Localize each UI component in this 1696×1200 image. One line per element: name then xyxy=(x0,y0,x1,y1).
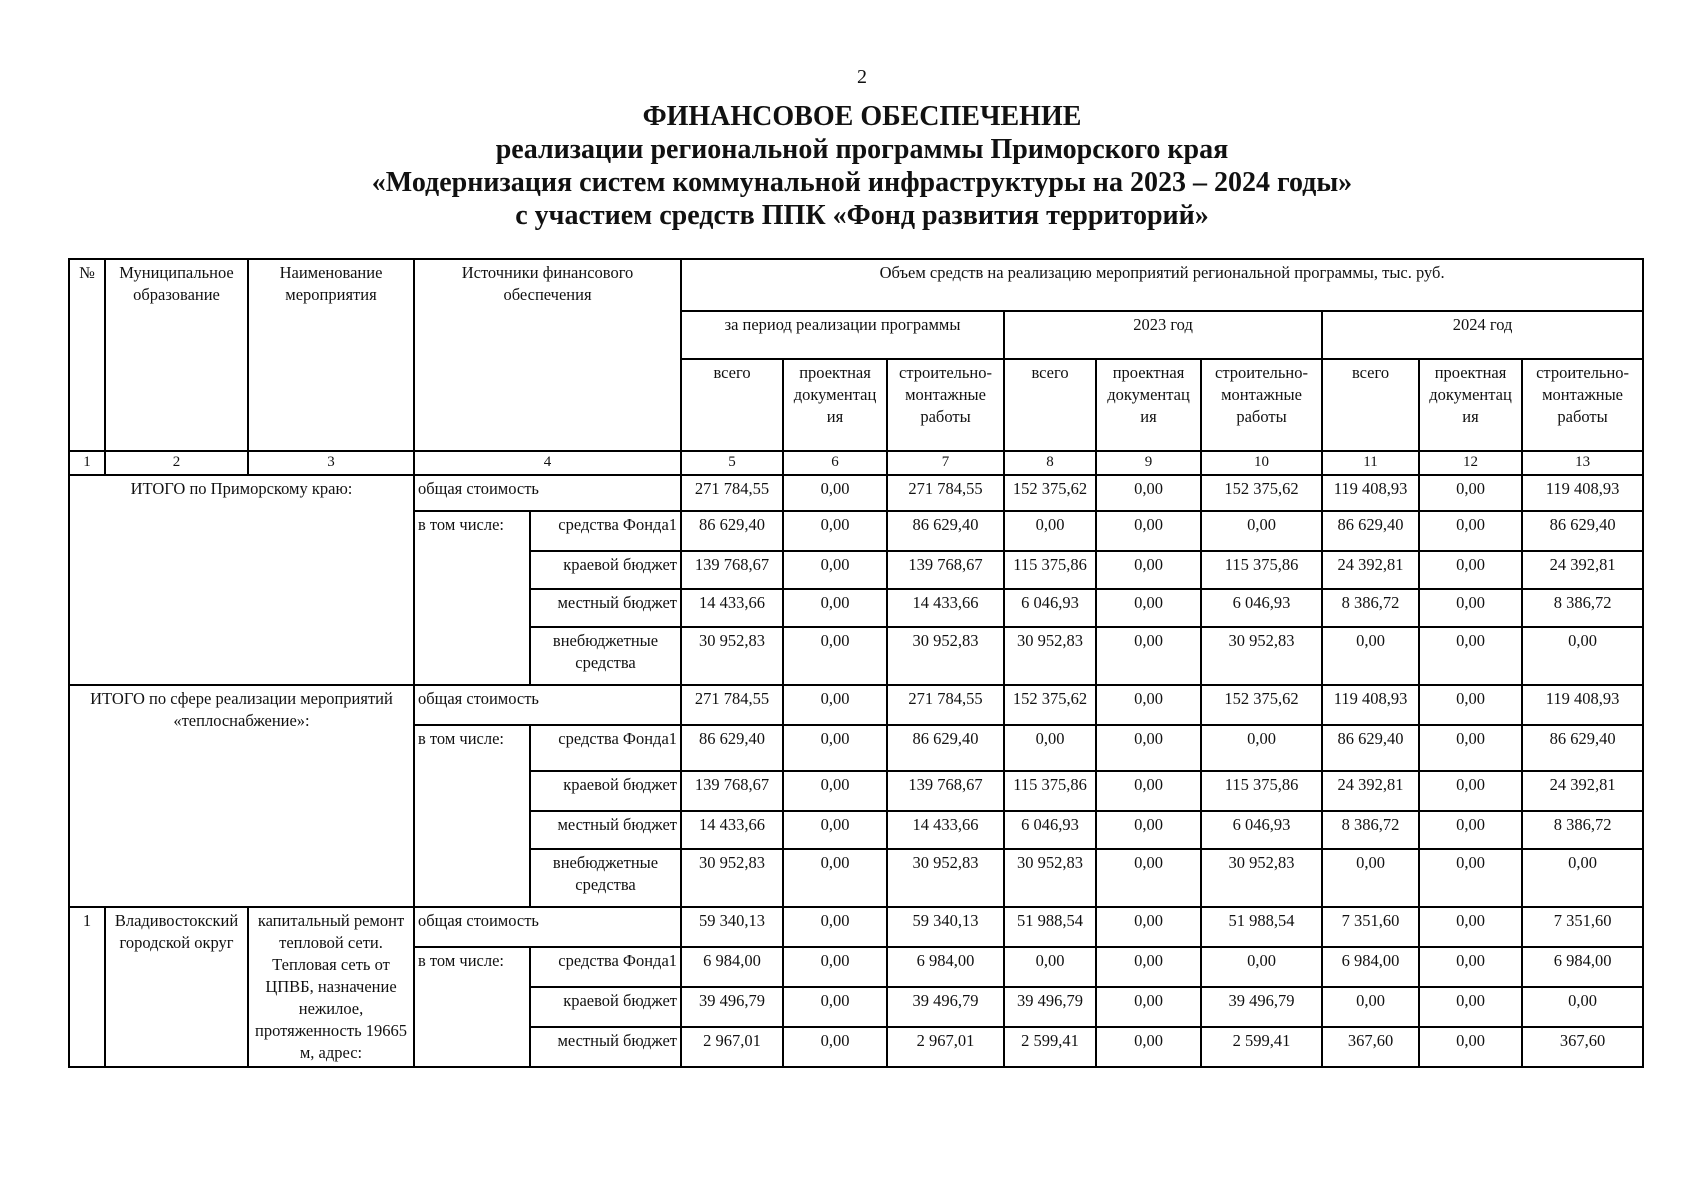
value-cell: 152 375,62 xyxy=(1201,685,1322,725)
row-number: 1 xyxy=(69,907,105,1067)
source-regional-budget: краевой бюджет xyxy=(530,771,681,811)
value-cell: 0,00 xyxy=(1096,947,1201,987)
value-cell: 30 952,83 xyxy=(681,849,783,907)
value-cell: 0,00 xyxy=(1004,725,1096,771)
title-line-1: ФИНАНСОВОЕ ОБЕСПЕЧЕНИЕ xyxy=(642,101,1082,132)
value-cell: 59 340,13 xyxy=(887,907,1004,947)
section-title: ИТОГО по Приморскому краю: xyxy=(69,475,414,685)
header-construction: строительно-монтажные работы xyxy=(1201,359,1322,451)
header-total: всего xyxy=(681,359,783,451)
value-cell: 0,00 xyxy=(783,947,887,987)
value-cell: 0,00 xyxy=(1419,987,1522,1027)
source-local-budget: местный бюджет xyxy=(530,589,681,627)
value-cell: 0,00 xyxy=(1096,685,1201,725)
value-cell: 139 768,67 xyxy=(887,771,1004,811)
header-measure: Наименование мероприятия xyxy=(248,259,414,451)
value-cell: 0,00 xyxy=(1004,947,1096,987)
value-cell: 139 768,67 xyxy=(681,551,783,589)
measure-name: капитальный ремонт тепловой сети. Тепловая сеть от ЦПВБ, назначение нежилое, протяженность 19665 м, адрес: xyxy=(248,907,414,1067)
value-cell: 6 046,93 xyxy=(1201,589,1322,627)
value-cell: 115 375,86 xyxy=(1201,551,1322,589)
value-cell: 30 952,83 xyxy=(1004,849,1096,907)
header-year-2024: 2024 год xyxy=(1322,311,1643,359)
value-cell: 8 386,72 xyxy=(1522,589,1643,627)
value-cell: 115 375,86 xyxy=(1201,771,1322,811)
page-number: 2 xyxy=(857,66,867,88)
value-cell: 0,00 xyxy=(1322,627,1419,685)
column-number: 12 xyxy=(1419,451,1522,475)
value-cell: 2 967,01 xyxy=(681,1027,783,1067)
value-cell: 51 988,54 xyxy=(1004,907,1096,947)
value-cell: 0,00 xyxy=(1522,987,1643,1027)
value-cell: 152 375,62 xyxy=(1004,685,1096,725)
value-cell: 86 629,40 xyxy=(1522,511,1643,551)
header-construction: строительно-монтажные работы xyxy=(887,359,1004,451)
municipality-name: Владивостокский городской округ xyxy=(105,907,248,1067)
header-volume: Объем средств на реализацию мероприятий региональной программы, тыс. руб. xyxy=(681,259,1643,311)
value-cell: 0,00 xyxy=(783,907,887,947)
value-cell: 0,00 xyxy=(1322,987,1419,1027)
source-regional-budget: краевой бюджет xyxy=(530,987,681,1027)
value-cell: 0,00 xyxy=(1419,511,1522,551)
column-number: 6 xyxy=(783,451,887,475)
column-number: 3 xyxy=(248,451,414,475)
value-cell: 0,00 xyxy=(1201,947,1322,987)
value-cell: 367,60 xyxy=(1322,1027,1419,1067)
value-cell: 7 351,60 xyxy=(1322,907,1419,947)
value-cell: 14 433,66 xyxy=(681,589,783,627)
value-cell: 39 496,79 xyxy=(681,987,783,1027)
value-cell: 8 386,72 xyxy=(1322,811,1419,849)
value-cell: 152 375,62 xyxy=(1201,475,1322,511)
value-cell: 0,00 xyxy=(1096,589,1201,627)
value-cell: 39 496,79 xyxy=(1004,987,1096,1027)
value-cell: 0,00 xyxy=(1096,849,1201,907)
source-fund: средства Фонда1 xyxy=(530,725,681,771)
value-cell: 6 984,00 xyxy=(1322,947,1419,987)
value-cell: 39 496,79 xyxy=(887,987,1004,1027)
source-regional-budget: краевой бюджет xyxy=(530,551,681,589)
financing-table xyxy=(68,258,1644,1068)
value-cell: 0,00 xyxy=(1419,849,1522,907)
value-cell: 115 375,86 xyxy=(1004,771,1096,811)
header-municipality: Муниципальное образование xyxy=(105,259,248,451)
value-cell: 0,00 xyxy=(1522,627,1643,685)
value-cell: 0,00 xyxy=(1096,907,1201,947)
column-number: 5 xyxy=(681,451,783,475)
value-cell: 0,00 xyxy=(1096,771,1201,811)
document-title xyxy=(0,100,1696,232)
column-number: 1 xyxy=(69,451,105,475)
section-title: ИТОГО по сфере реализации мероприятий «теплоснабжение»: xyxy=(69,685,414,907)
header-design-docs: проектная документац ия xyxy=(783,359,887,451)
value-cell: 24 392,81 xyxy=(1322,771,1419,811)
value-cell: 0,00 xyxy=(1096,987,1201,1027)
value-cell: 0,00 xyxy=(783,511,887,551)
value-cell: 86 629,40 xyxy=(1522,725,1643,771)
value-cell: 115 375,86 xyxy=(1004,551,1096,589)
value-cell: 0,00 xyxy=(1201,511,1322,551)
value-cell: 30 952,83 xyxy=(887,849,1004,907)
table-row xyxy=(69,907,1643,947)
source-total-cost: общая стоимость xyxy=(414,907,681,947)
value-cell: 119 408,93 xyxy=(1522,475,1643,511)
value-cell: 0,00 xyxy=(783,475,887,511)
value-cell: 0,00 xyxy=(1419,475,1522,511)
value-cell: 6 046,93 xyxy=(1004,811,1096,849)
value-cell: 0,00 xyxy=(783,849,887,907)
column-number: 11 xyxy=(1322,451,1419,475)
value-cell: 0,00 xyxy=(783,987,887,1027)
value-cell: 6 984,00 xyxy=(887,947,1004,987)
header-year-2023: 2023 год xyxy=(1004,311,1322,359)
value-cell: 0,00 xyxy=(783,725,887,771)
value-cell: 14 433,66 xyxy=(887,811,1004,849)
value-cell: 86 629,40 xyxy=(887,511,1004,551)
header-period-total: за период реализации программы xyxy=(681,311,1004,359)
value-cell: 271 784,55 xyxy=(887,475,1004,511)
value-cell: 51 988,54 xyxy=(1201,907,1322,947)
source-local-budget: местный бюджет xyxy=(530,1027,681,1067)
value-cell: 152 375,62 xyxy=(1004,475,1096,511)
including-label: в том числе: xyxy=(414,947,530,1067)
header-sources: Источники финансового обеспечения xyxy=(414,259,681,451)
value-cell: 2 599,41 xyxy=(1004,1027,1096,1067)
value-cell: 119 408,93 xyxy=(1522,685,1643,725)
header-total: всего xyxy=(1004,359,1096,451)
value-cell: 86 629,40 xyxy=(1322,725,1419,771)
value-cell: 0,00 xyxy=(1096,1027,1201,1067)
value-cell: 0,00 xyxy=(1419,1027,1522,1067)
value-cell: 0,00 xyxy=(1004,511,1096,551)
value-cell: 0,00 xyxy=(1201,725,1322,771)
column-number: 9 xyxy=(1096,451,1201,475)
including-label: в том числе: xyxy=(414,511,530,685)
value-cell: 30 952,83 xyxy=(1201,627,1322,685)
value-cell: 7 351,60 xyxy=(1522,907,1643,947)
value-cell: 6 046,93 xyxy=(1201,811,1322,849)
value-cell: 0,00 xyxy=(783,685,887,725)
value-cell: 0,00 xyxy=(783,589,887,627)
title-line-3: «Модернизация систем коммунальной инфраструктуры на 2023 – 2024 годы» xyxy=(371,167,1353,198)
value-cell: 8 386,72 xyxy=(1522,811,1643,849)
value-cell: 0,00 xyxy=(1096,511,1201,551)
value-cell: 14 433,66 xyxy=(887,589,1004,627)
value-cell: 0,00 xyxy=(1096,627,1201,685)
table-row xyxy=(69,475,1643,511)
value-cell: 24 392,81 xyxy=(1522,771,1643,811)
value-cell: 0,00 xyxy=(783,1027,887,1067)
value-cell: 0,00 xyxy=(783,627,887,685)
value-cell: 0,00 xyxy=(783,771,887,811)
value-cell: 24 392,81 xyxy=(1322,551,1419,589)
value-cell: 6 984,00 xyxy=(681,947,783,987)
value-cell: 30 952,83 xyxy=(681,627,783,685)
column-number: 13 xyxy=(1522,451,1643,475)
title-line-4: с участием средств ППК «Фонд развития территорий» xyxy=(515,200,1209,231)
value-cell: 59 340,13 xyxy=(681,907,783,947)
value-cell: 0,00 xyxy=(1419,811,1522,849)
source-local-budget: местный бюджет xyxy=(530,811,681,849)
column-number: 7 xyxy=(887,451,1004,475)
including-label: в том числе: xyxy=(414,725,530,907)
value-cell: 0,00 xyxy=(783,811,887,849)
source-extrabudgetary: внебюджетные средства xyxy=(530,627,681,685)
column-number: 4 xyxy=(414,451,681,475)
header-total: всего xyxy=(1322,359,1419,451)
column-number: 8 xyxy=(1004,451,1096,475)
column-number: 2 xyxy=(105,451,248,475)
value-cell: 30 952,83 xyxy=(1004,627,1096,685)
value-cell: 39 496,79 xyxy=(1201,987,1322,1027)
value-cell: 139 768,67 xyxy=(887,551,1004,589)
value-cell: 0,00 xyxy=(1096,725,1201,771)
value-cell: 86 629,40 xyxy=(681,511,783,551)
value-cell: 86 629,40 xyxy=(1322,511,1419,551)
header-design-docs: проектная документац ия xyxy=(1419,359,1522,451)
value-cell: 0,00 xyxy=(1419,589,1522,627)
column-number: 10 xyxy=(1201,451,1322,475)
header-construction: строительно-монтажные работы xyxy=(1522,359,1643,451)
value-cell: 0,00 xyxy=(1522,849,1643,907)
value-cell: 0,00 xyxy=(1419,907,1522,947)
value-cell: 24 392,81 xyxy=(1522,551,1643,589)
value-cell: 6 984,00 xyxy=(1522,947,1643,987)
value-cell: 86 629,40 xyxy=(681,725,783,771)
value-cell: 0,00 xyxy=(1096,811,1201,849)
table-row xyxy=(69,685,1643,725)
value-cell: 8 386,72 xyxy=(1322,589,1419,627)
value-cell: 30 952,83 xyxy=(1201,849,1322,907)
value-cell: 0,00 xyxy=(1419,725,1522,771)
value-cell: 0,00 xyxy=(1419,627,1522,685)
value-cell: 271 784,55 xyxy=(887,685,1004,725)
header-no: № xyxy=(69,259,105,451)
value-cell: 367,60 xyxy=(1522,1027,1643,1067)
value-cell: 0,00 xyxy=(1322,849,1419,907)
source-fund: средства Фонда1 xyxy=(530,511,681,551)
value-cell: 0,00 xyxy=(1096,475,1201,511)
value-cell: 0,00 xyxy=(1419,551,1522,589)
value-cell: 271 784,55 xyxy=(681,685,783,725)
value-cell: 14 433,66 xyxy=(681,811,783,849)
value-cell: 86 629,40 xyxy=(887,725,1004,771)
source-fund: средства Фонда1 xyxy=(530,947,681,987)
value-cell: 0,00 xyxy=(783,551,887,589)
value-cell: 119 408,93 xyxy=(1322,685,1419,725)
source-total-cost: общая стоимость xyxy=(414,475,681,511)
header-design-docs: проектная документац ия xyxy=(1096,359,1201,451)
value-cell: 0,00 xyxy=(1419,771,1522,811)
title-line-2: реализации региональной программы Приморского края xyxy=(495,134,1229,165)
value-cell: 0,00 xyxy=(1096,551,1201,589)
source-total-cost: общая стоимость xyxy=(414,685,681,725)
value-cell: 30 952,83 xyxy=(887,627,1004,685)
value-cell: 271 784,55 xyxy=(681,475,783,511)
value-cell: 2 599,41 xyxy=(1201,1027,1322,1067)
value-cell: 119 408,93 xyxy=(1322,475,1419,511)
value-cell: 2 967,01 xyxy=(887,1027,1004,1067)
value-cell: 0,00 xyxy=(1419,685,1522,725)
value-cell: 0,00 xyxy=(1419,947,1522,987)
value-cell: 6 046,93 xyxy=(1004,589,1096,627)
source-extrabudgetary: внебюджетные средства xyxy=(530,849,681,907)
value-cell: 139 768,67 xyxy=(681,771,783,811)
